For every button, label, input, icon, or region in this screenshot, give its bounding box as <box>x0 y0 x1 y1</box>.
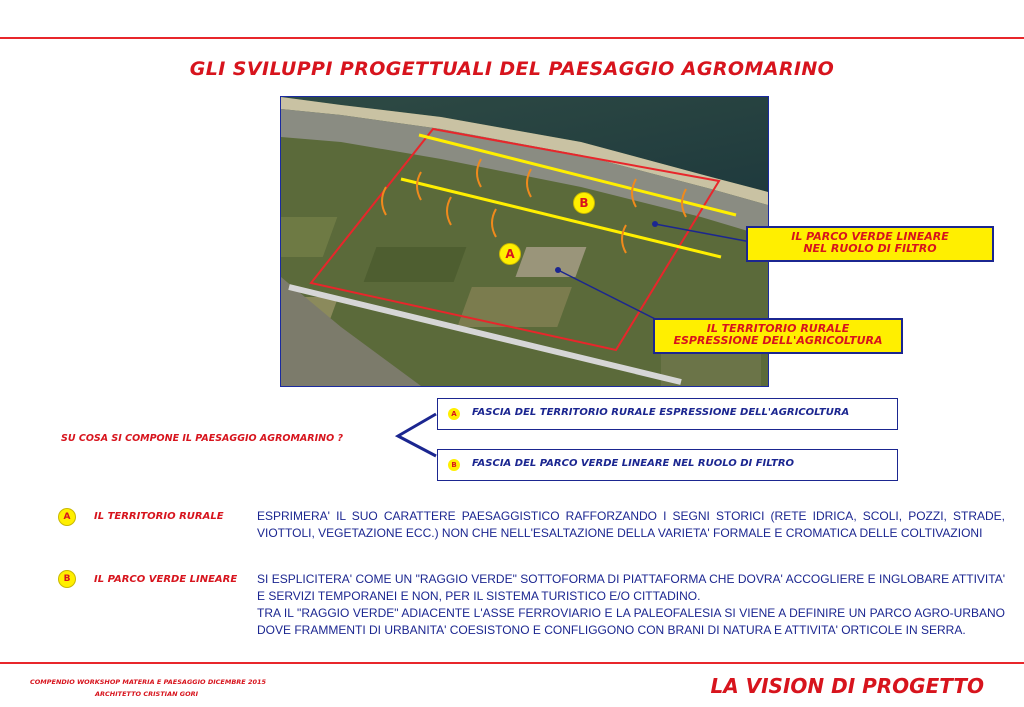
option-label-a: A <box>448 408 460 420</box>
section-b-paragraph-2: TRA IL "RAGGIO VERDE" ADIACENTE L'ASSE FERROVIARIO E LA PALEOFALESIA SI VIENE A DEFINIRE UN PARCO AGRO-URBANO DOVE FRAMMENTI DI URBANITA' COESISTONO E CONFLIGGONO CON BRANI DI NATURA E ATTIVITA' ORTICOLE IN SERRA. <box>257 606 1005 637</box>
option-box-b <box>437 449 898 481</box>
callout-parco-line1: IL PARCO VERDE LINEARE <box>791 230 949 243</box>
section-b-paragraph-1: SI ESPLICITERA' COME UN "RAGGIO VERDE" SOTTOFORMA DI PIATTAFORMA CHE DOVRA' ACCOGLIERE E INGLOBARE ATTIVITA' E SERVIZI TEMPORANEI E NON, PER IL SISTEMA TURISTICO E/O CITTADINO. <box>257 572 1005 603</box>
section-a-title: IL TERRITORIO RURALE <box>94 511 224 522</box>
option-box-a <box>437 398 898 430</box>
bottom-rule <box>0 662 1024 664</box>
map-label-a: A <box>499 243 521 265</box>
callout-parco-verde <box>746 226 994 262</box>
footer-line1: COMPENDIO WORKSHOP MATERIA E PAESAGGIO DICEMBRE 2015 <box>30 678 267 686</box>
vision-heading: LA VISION DI PROGETTO <box>710 674 984 698</box>
question-text: SU COSA SI COMPONE IL PAESAGGIO AGROMARINO ? <box>61 433 343 444</box>
section-b-title: IL PARCO VERDE LINEARE <box>94 574 238 585</box>
option-text-a: FASCIA DEL TERRITORIO RURALE ESPRESSIONE DELL'AGRICOLTURA <box>472 407 850 418</box>
section-a-paragraph: ESPRIMERA' IL SUO CARATTERE PAESAGGISTICO RAFFORZANDO I SEGNI STORICI (RETE IDRICA, SCOLI, POZZI, STRADE, VIOTTOLI, VEGETAZIONE ECC.) NON CHE NELL'ESALTAZIONE DELLA VARIETA' FORMALE E CROMATICA DELLE COLTIVAZIONI <box>257 509 1005 540</box>
option-label-b: B <box>448 459 460 471</box>
footer-line2: ARCHITETTO CRISTIAN GORI <box>95 690 199 698</box>
page-title: GLI SVILUPPI PROGETTUALI DEL PAESAGGIO AGROMARINO <box>189 58 835 80</box>
callout-territorio-rurale <box>653 318 903 354</box>
option-text-b: FASCIA DEL PARCO VERDE LINEARE NEL RUOLO DI FILTRO <box>472 458 795 469</box>
section-a-text <box>257 508 1005 542</box>
section-b-badge: B <box>58 570 76 588</box>
callout-territorio-line1: IL TERRITORIO RURALE <box>706 322 850 335</box>
question-bracket <box>398 414 436 456</box>
map-label-b: B <box>573 192 595 214</box>
section-a-badge: A <box>58 508 76 526</box>
section-b-text <box>257 571 1005 639</box>
callout-territorio-line2: ESPRESSIONE DELL'AGRICOLTURA <box>673 334 883 347</box>
callout-parco-line2: NEL RUOLO DI FILTRO <box>803 242 937 255</box>
